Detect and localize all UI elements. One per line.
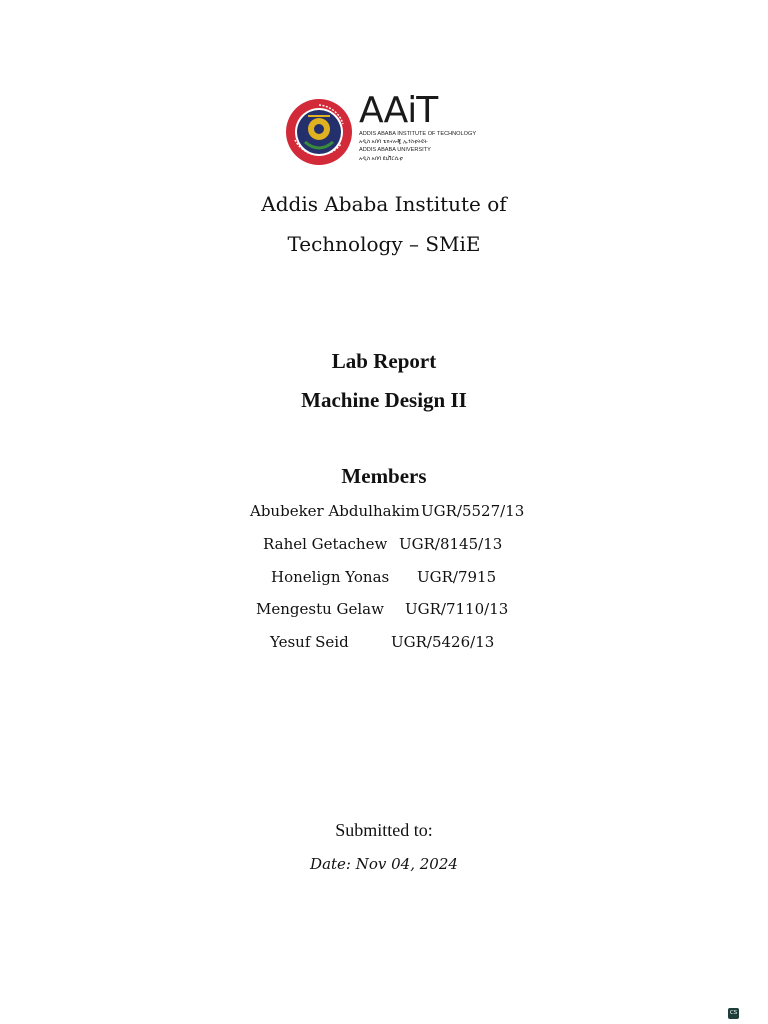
member-id: UGR/7110/13 [405, 600, 509, 618]
institution-line-1: Addis Ababa Institute of [261, 192, 507, 216]
brand-university-en: ADDIS ABABA UNIVERSITY [359, 147, 431, 154]
member-row [0, 600, 768, 624]
member-id: UGR/5527/13 [421, 502, 525, 520]
member-id: UGR/7915 [417, 568, 497, 586]
member-id: UGR/8145/13 [399, 535, 503, 553]
member-name: Yesuf Seid [270, 633, 349, 651]
institution-line-2: Technology – SMiE [287, 232, 481, 256]
member-id: UGR/5426/13 [391, 633, 495, 651]
member-row [0, 633, 768, 657]
aait-logo [285, 92, 495, 176]
member-row [0, 535, 768, 559]
aait-wordmark [359, 92, 499, 163]
member-name: Abubeker Abdulhakim [250, 502, 420, 520]
report-title: Lab Report [331, 349, 437, 373]
member-name: Mengestu Gelaw [256, 600, 384, 618]
brand-name: AAiT [359, 90, 438, 131]
members-heading: Members [341, 464, 427, 488]
brand-university-am: አዲስ አበባ ዩኒቨርሲቲ [359, 155, 403, 162]
member-row [0, 502, 768, 526]
brand-institute-en: ADDIS ABABA INSTITUTE OF TECHNOLOGY [359, 131, 477, 137]
submitted-to: Submitted to: [335, 820, 433, 840]
university-seal-icon [285, 98, 353, 166]
submission-date: Date: Nov 04, 2024 [310, 855, 458, 873]
member-name: Honelign Yonas [271, 568, 390, 586]
member-name: Rahel Getachew [263, 535, 388, 553]
scanner-badge-icon: CS [728, 1008, 739, 1019]
member-row [0, 568, 768, 592]
course-title: Machine Design II [301, 388, 467, 412]
brand-institute-am: አዲስ አበባ ቴክኖሎጂ ኢንስቲትዩት [359, 139, 428, 146]
